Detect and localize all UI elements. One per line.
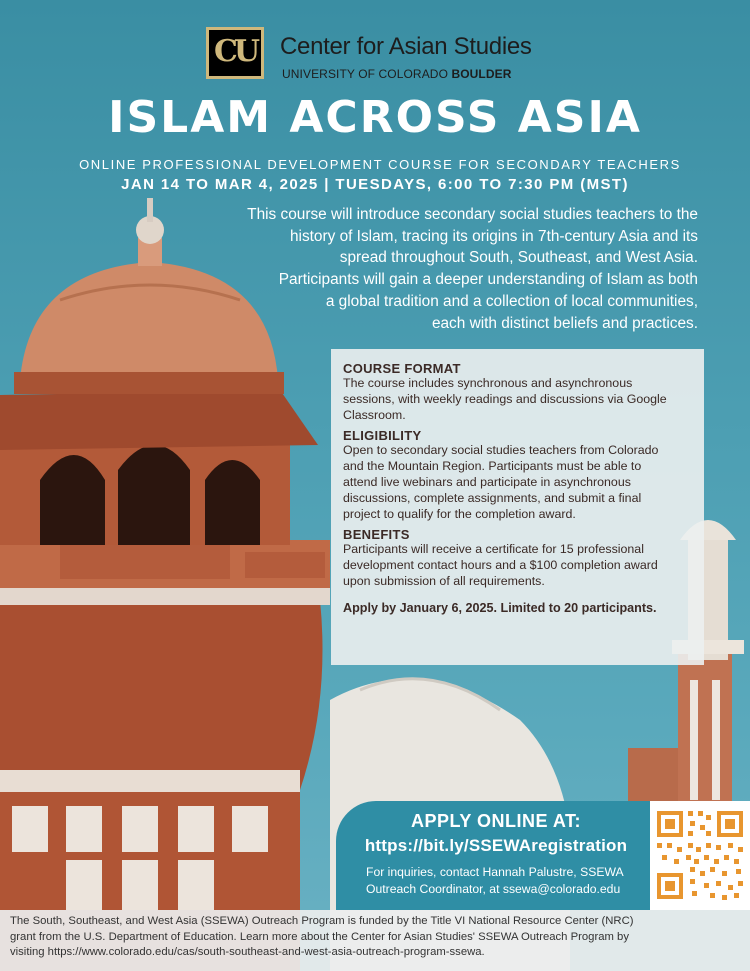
text-line: Participants will receive a certificate for 15 professional — [343, 542, 644, 557]
intro-line: each with distinct beliefs and practices. — [431, 314, 698, 332]
text-line: Open to secondary social studies teachers from Colorado — [343, 443, 659, 458]
text-line: attend live webinars and participate in asynchronous — [343, 474, 631, 489]
qr-code-icon — [650, 801, 750, 910]
apply-online-box — [336, 801, 650, 910]
footer-line: visiting https://www.colorado.edu/cas/south-southeast-and-west-asia-outreach-program-ssewa. — [10, 946, 485, 958]
org-subtitle — [282, 67, 512, 81]
intro-line: a global tradition and a collection of local communities, — [325, 292, 698, 310]
eligibility-heading: ELIGIBILITY — [343, 428, 422, 444]
cu-logo — [206, 27, 264, 79]
text-line: project to qualify for the completion award. — [343, 506, 576, 521]
eligibility-text — [343, 443, 692, 522]
intro-line: history of Islam, tracing its origins in 7th-century Asia and its — [289, 227, 698, 245]
intro-paragraph — [198, 204, 698, 334]
org-name: Center for Asian Studies — [280, 33, 532, 60]
text-line: upon submission of all requirements. — [343, 573, 545, 588]
page-title: ISLAM ACROSS ASIA — [108, 92, 642, 143]
text-line: discussions, complete assignments, and submit a final — [343, 490, 642, 505]
qr-code[interactable] — [650, 801, 750, 910]
apply-heading: APPLY ONLINE AT: — [410, 811, 582, 831]
course-details-box — [331, 349, 704, 665]
contact-info — [352, 864, 640, 898]
funding-footer — [0, 910, 750, 971]
intro-line: Participants will gain a deeper understanding of Islam as both — [278, 271, 698, 289]
text-line: sessions, with weekly readings and discussions via Google — [343, 391, 667, 406]
contact-line: For inquiries, contact Hannah Palustre, SSEWA — [366, 865, 624, 879]
org-sub-prefix: UNIVERSITY OF COLORADO — [282, 67, 452, 81]
registration-link[interactable]: https://bit.ly/SSEWAregistration — [364, 836, 628, 855]
text-line: Classroom. — [343, 407, 406, 422]
intro-line: spread throughout South, Southeast, and West Asia. — [339, 249, 698, 267]
text-line: The course includes synchronous and asynchronous — [343, 376, 633, 390]
benefits-heading: BENEFITS — [343, 527, 410, 543]
course-format-text — [343, 376, 692, 423]
footer-line: The South, Southeast, and West Asia (SSEWA) Outreach Program is funded by the Title VI National Resource Center (NRC) — [10, 915, 634, 927]
course-dates: JAN 14 TO MAR 4, 2025 | TUESDAYS, 6:00 TO 7:30 PM (MST) — [121, 176, 629, 193]
contact-line: Outreach Coordinator, at ssewa@colorado.edu — [366, 882, 621, 896]
course-subtitle: ONLINE PROFESSIONAL DEVELOPMENT COURSE FOR SECONDARY TEACHERS — [79, 157, 681, 172]
benefits-text — [343, 542, 692, 589]
org-sub-bold: BOULDER — [451, 67, 512, 81]
text-line: and the Mountain Region. Participants must be able to — [343, 459, 642, 474]
apply-deadline: Apply by January 6, 2025. Limited to 20 participants. — [343, 600, 657, 615]
intro-line: This course will introduce secondary social studies teachers to the — [247, 206, 698, 223]
cu-logo-letters: CU — [213, 34, 257, 69]
footer-line: grant from the U.S. Department of Education. Learn more about the Center for Asian Studies' SSEWA Outreach Program by — [10, 930, 629, 943]
text-line: development contact hours and a $100 completion award — [343, 558, 658, 573]
course-format-heading: COURSE FORMAT — [343, 361, 461, 376]
